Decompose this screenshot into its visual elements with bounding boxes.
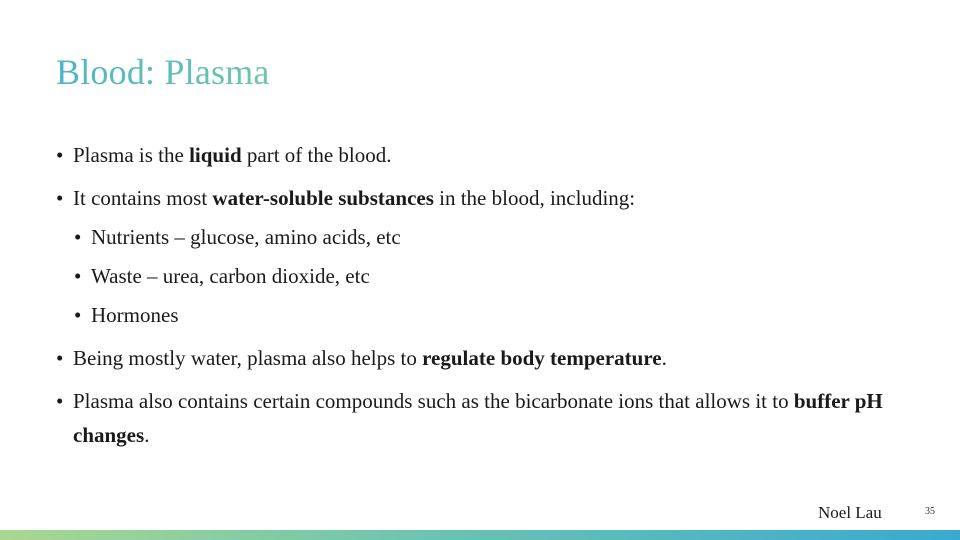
author-name: Noel Lau — [818, 503, 882, 522]
bullet-buffer-ph — [56, 384, 916, 452]
bullet-bold-text: buffer pH changes — [73, 389, 883, 447]
bullet-text: in the blood, including: — [433, 186, 636, 210]
bullet-text: Nutrients – glucose, amino acids, etc — [91, 225, 401, 249]
page-number: 35 — [925, 506, 935, 517]
bullet-text: Being mostly water, plasma also helps to — [73, 346, 423, 370]
sub-bullet-nutrients — [74, 220, 916, 254]
sub-bullet-hormones — [74, 298, 916, 332]
sub-bullet-waste — [74, 259, 916, 293]
bullet-text: part of the blood. — [241, 143, 392, 167]
bullet-text: It contains most — [73, 186, 213, 210]
bullet-text: . — [661, 346, 667, 370]
bullet-bold-text: water-soluble substances — [212, 186, 434, 210]
slide-title: Blood: Plasma — [56, 48, 270, 96]
footer-gradient-bar — [0, 530, 960, 540]
bullet-text: . — [144, 423, 150, 447]
bullet-liquid — [56, 138, 916, 172]
bullet-text: Hormones — [91, 303, 179, 327]
bullet-text: Waste – urea, carbon dioxide, etc — [91, 264, 370, 288]
bullet-text: Plasma is the — [73, 143, 190, 167]
bullet-text: Plasma also contains certain compounds such as the bicarbonate ions that allows it to — [73, 389, 794, 413]
bullet-list — [56, 138, 916, 461]
bullet-water-soluble — [56, 181, 916, 215]
bullet-bold-text: liquid — [189, 143, 242, 167]
bullet-bold-text: regulate body temperature — [422, 346, 662, 370]
bullet-body-temperature — [56, 341, 916, 375]
